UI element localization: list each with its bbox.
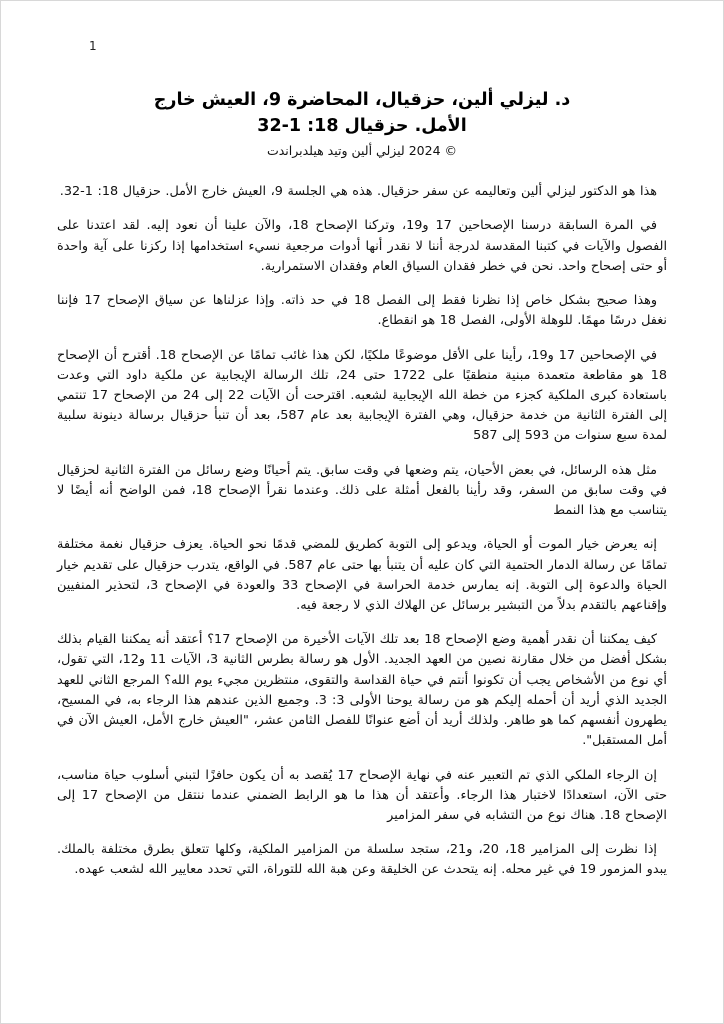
paragraph-9: إذا نظرت إلى المزامير 18، 20، و21، ستجد سلسلة من المزامير الملكية، وكلها تتعلق بطرق مختلفة بالملك. يبدو المزمور 19 في غير محله. إنه يتحدث عن الخليقة وعن هبة الله للتوراة، التي تحدد معايير الله لشعب عهده. bbox=[57, 842, 667, 878]
page-number: 1 bbox=[89, 39, 97, 53]
paragraph-1: هذا هو الدكتور ليزلي ألين وتعاليمه عن سفر حزقيال. هذه هي الجلسة 9، العيش خارج الأمل. حزقيال 18: 1-32. bbox=[59, 184, 657, 200]
copyright-line: © 2024 ليزلي ألين وتيد هيلدبراندت bbox=[266, 142, 458, 158]
document-title bbox=[57, 87, 667, 140]
paragraph-7: كيف يمكننا أن نقدر أهمية وضع الإصحاح 18 بعد تلك الآيات الأخيرة من الإصحاح 17؟ أعتقد أنه يمكننا القيام بذلك بشكل أفضل من خلال مقارنة نصين من العهد الجديد. الأول هو رسالة بطرس الثانية 3، الآيات 11 و12، التي تقول، أي نوع من الأشخاص يجب أن تكونوا أنتم في حياة القداسة والتقوى، منتظرين مجيء يوم الله؟ المرجع الثاني للعهد الجديد الذي أريد أن أحمله إليكم هو من رسالة يوحنا الأولى 3: 3. وجميع الذين عندهم هذا الرجاء به، في المسيح، يطهرون أنفسهم كما هو طاهر. ولذلك أريد أن أضع عنوانًا للفصل الثامن عشر، "العيش خارج الأمل، العيش الآن في أمل المستقبل". bbox=[57, 632, 668, 749]
paragraph-5: مثل هذه الرسائل، في بعض الأحيان، يتم وضعها في وقت سابق. يتم أحيانًا وضع رسائل من الفترة الثانية لحزقيال في وقت سابق من السفر، وقد رأينا بالفعل أمثلة على ذلك. وعندما نقرأ الإصحاح 18، فمن الواضح أنه أيضًا لا يتناسب مع هذا النمط bbox=[57, 462, 667, 519]
paragraph-4: في الإصحاحين 17 و19، رأينا على الأقل موضوعًا ملكيًا، لكن هذا غائب تمامًا عن الإصحاح 18. أقترح أن الإصحاح 18 هو مقاطعة متعمدة مبنية منطقيًا على 1722 حتى 24، تلك الرسالة الإيجابية عن ملكية داود التي وعدت باستعادة كبرى الملكية كجزء من خطة الله الإيجابية لشعبه. اقترحت أن الآيات 22 إلى 24 من الإصحاح 17 تنتمي إلى الفترة الثانية من خدمة حزقيال، وهي الفترة الإيجابية بعد عام 587، بعد أن تنبأ حزقيال برسالة دينونة سلبية لمدة سبع سنوات من 593 إلى 587 bbox=[57, 347, 667, 444]
paragraph-2: في المرة السابقة درسنا الإصحاحين 17 و19، وتركنا الإصحاح 18، والآن علينا أن نعود إليه. لقد اعتدنا على الفصول والآيات في كتبنا المقدسة لدرجة أننا لا نقدر أنها أدوات مرجعية نسيء استخدامها إذا ركزنا على آية واحدة أو حتى إصحاح واحد. نحن في خطر فقدان السياق العام وفقدان الاستمرارية. bbox=[57, 218, 667, 274]
title-line-2: الأمل. حزقيال 18: 1-32 bbox=[257, 116, 467, 137]
paragraph-3: وهذا صحيح بشكل خاص إذا نظرنا فقط إلى الفصل 18 في حد ذاته. وإذا عزلناها عن سياق الإصحاح 17 فإننا نغفل درسًا مهمًا. للوهلة الأولى، الفصل 18 هو انقطاع. bbox=[57, 293, 667, 329]
document-body bbox=[57, 182, 667, 880]
title-line-1: د. ليزلي ألين، حزقيال، المحاضرة 9، العيش خارج bbox=[153, 90, 571, 110]
document-content bbox=[1, 1, 723, 935]
paragraph-8: إن الرجاء الملكي الذي تم التعبير عنه في نهاية الإصحاح 17 يُقصد به أن يكون حافزًا لتبني أسلوب حياة مناسب، حتى الآن، استعدادًا لاختبار هذا الرجاء. وأعتقد أن هذا ما هو الرابط الضمني عندما ننتقل من الإصحاح 17 إلى الإصحاح 18. هناك نوع من التشابه في سفر المزامير bbox=[57, 767, 667, 823]
paragraph-6: إنه يعرض خيار الموت أو الحياة، ويدعو إلى التوبة كطريق للمضي قدمًا نحو الحياة. يعزف حزقيال نغمة مختلفة تمامًا عن رسالة الدمار الحتمية التي كان عليه أن يتنبأ بها حتى عام 587. في الواقع، يتدرب حزقيال على تقديم خيار الحياة والدعوة إلى التوبة. إنه يمارس خدمة الحراسة في الإصحاح 33 والعودة في الإصحاح 3، لتحذير المنفيين وإقناعهم بالتقدم بدلاً من التبشير برسائل عن الهلاك الذي لا رجعة فيه. bbox=[57, 537, 667, 613]
